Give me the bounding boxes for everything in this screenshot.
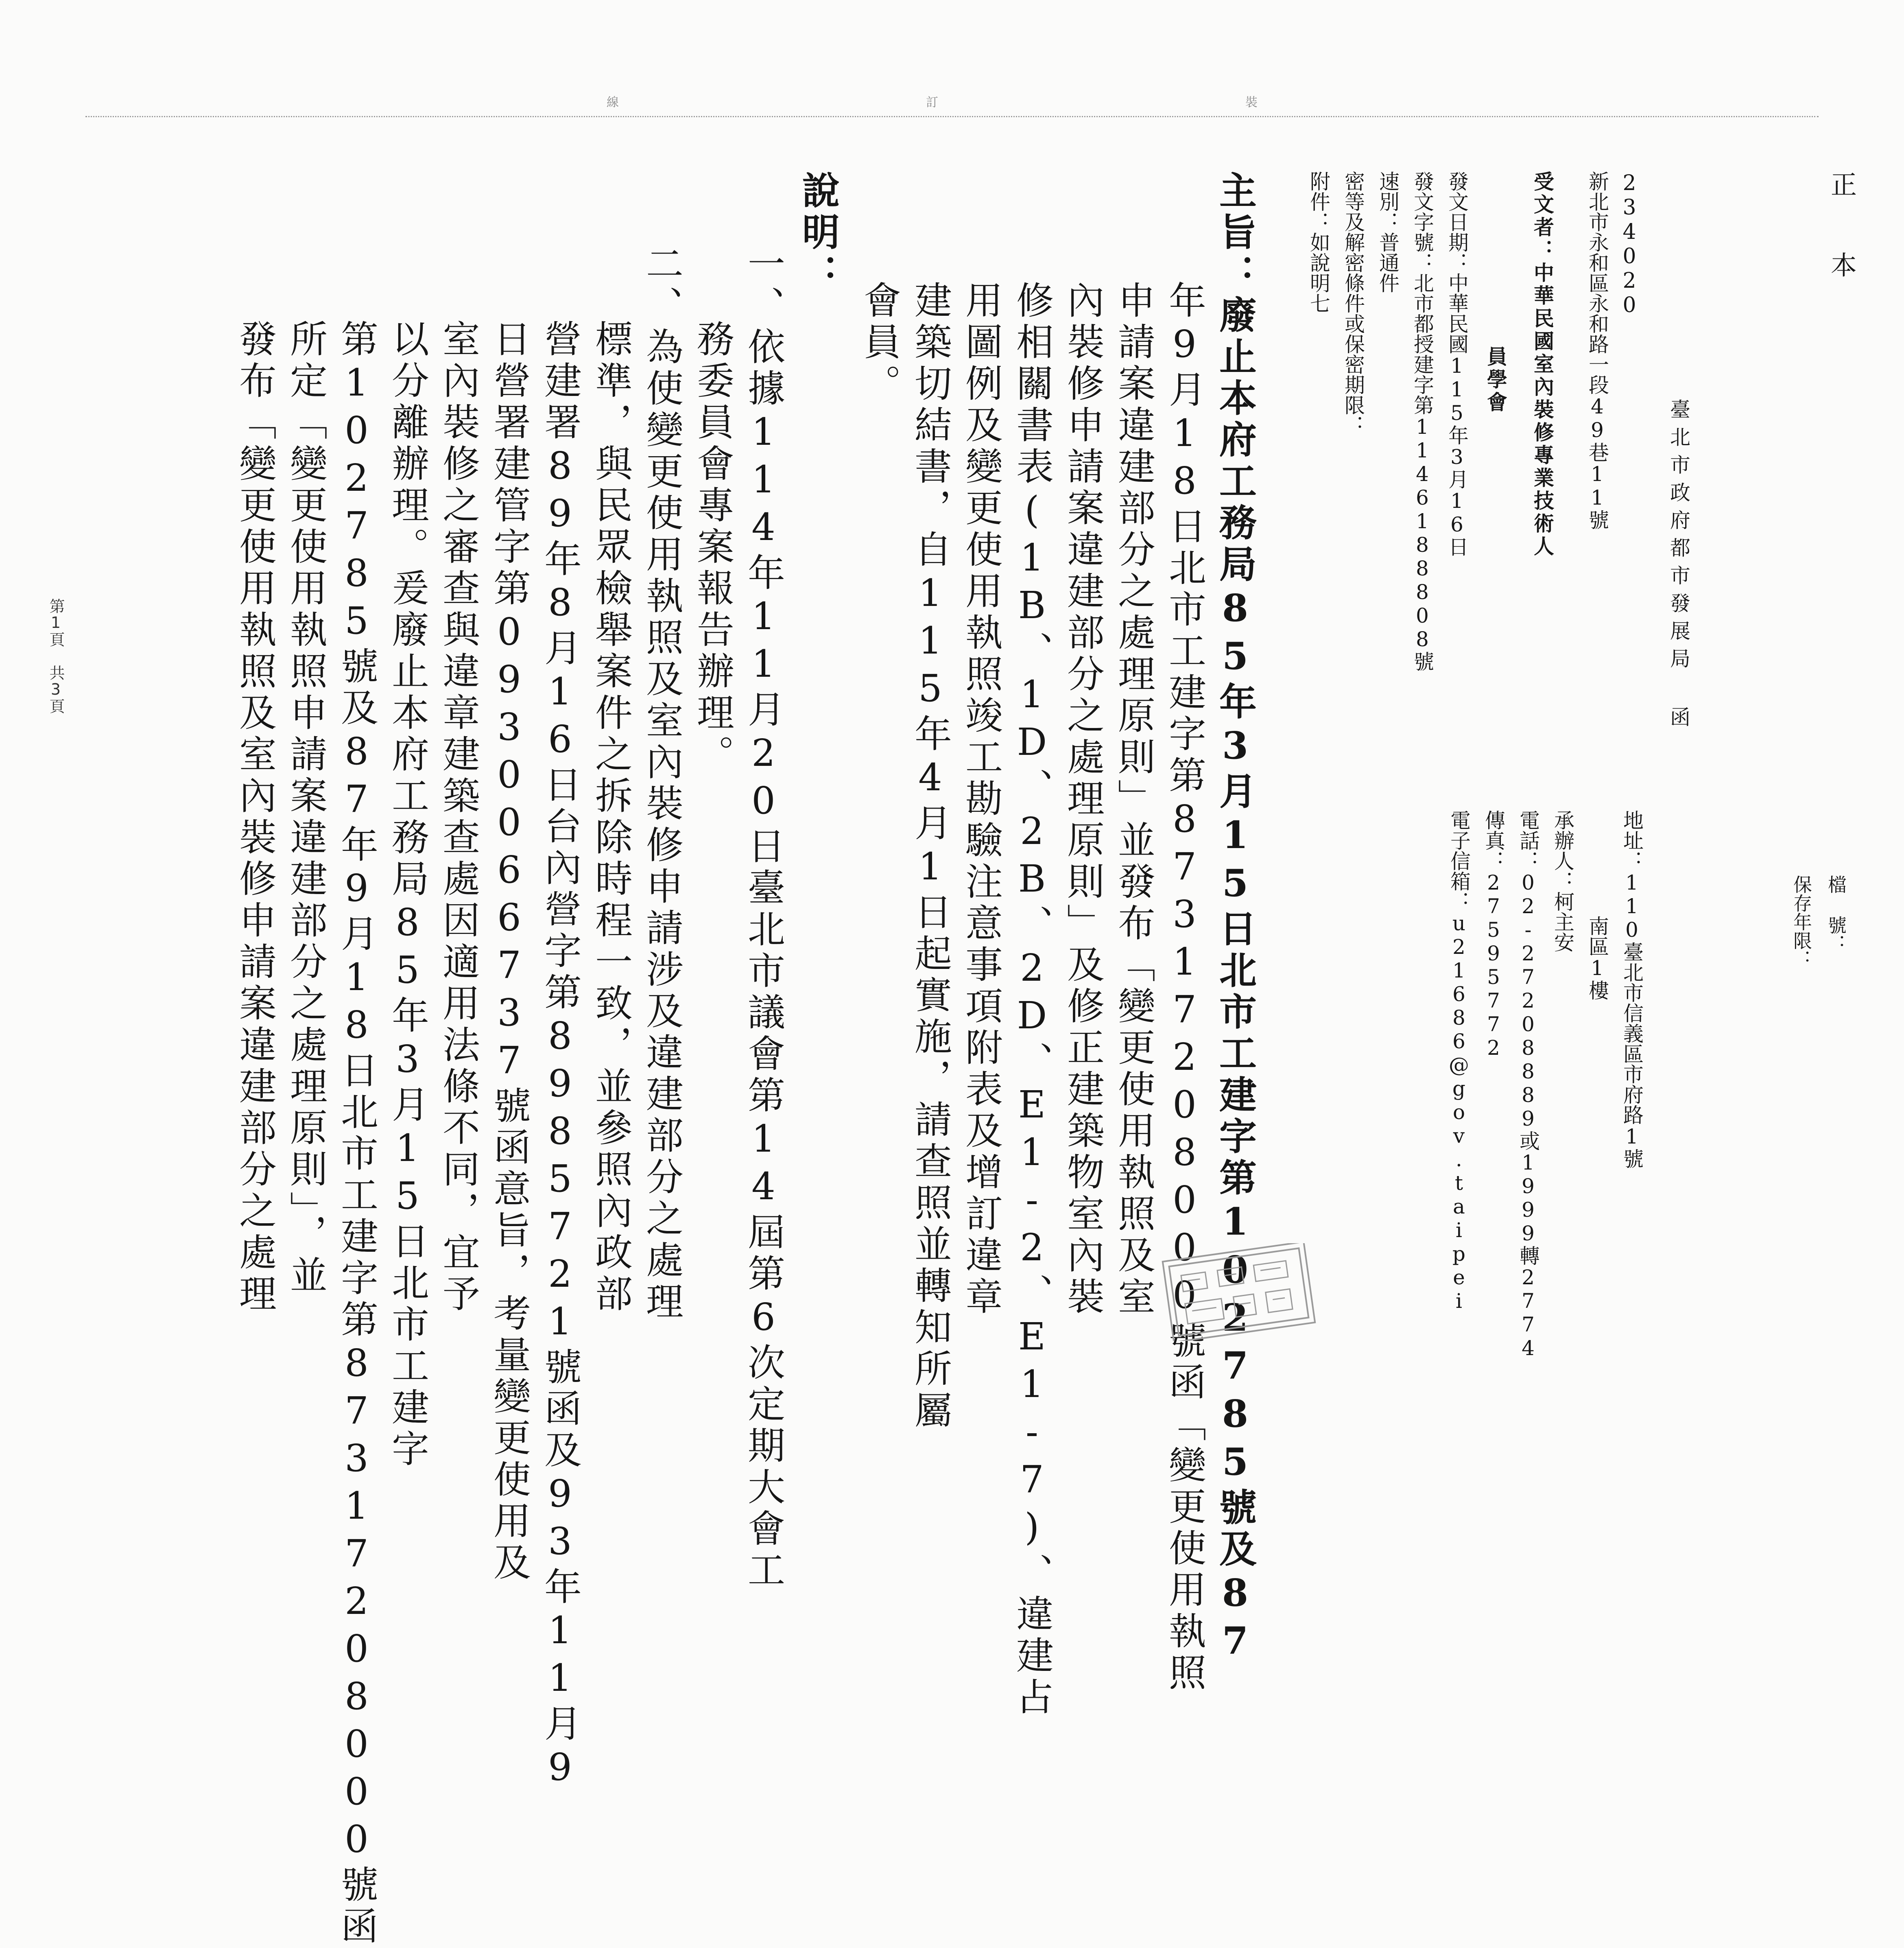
subject-line: 申請案違建部分之處理原則」並發布「變更使用執照及室: [1112, 281, 1155, 1318]
fold-mark-zhuang: 裝: [1243, 96, 1257, 108]
explanation-line: 以分離辦理。爰廢止本府工務局85年3月15日北市工建字: [386, 319, 429, 1471]
page-number-footer: 第1頁 共3頁: [47, 598, 65, 714]
agency-address-cont: 南區1樓: [1585, 916, 1609, 1000]
seal-stamp-icon: [1155, 1243, 1322, 1341]
subject-line: 建築切結書，自115年4月1日起實施，請查照並轉知所屬: [908, 281, 952, 1432]
explanation-line: 二、為使變更使用執照及室內裝修申請涉及違建部分之處理: [640, 244, 683, 1323]
subject-line: 內裝修申請案違建部分之處理原則」及修正建築物室內裝: [1061, 281, 1105, 1318]
issue-date: 發文日期：中華民國115年3月16日: [1445, 171, 1469, 557]
recipient-line-1: 受文者：中華民國室內裝修專業技術人: [1531, 171, 1555, 558]
binding-fold-line: [85, 116, 1819, 117]
agency-address: 地址：110臺北市信義區市府路1號: [1620, 810, 1644, 1169]
subject-line: 修相關書表(1B、1D、2B、2D、E1-2、E1-7)、違建占: [1010, 281, 1054, 1719]
subject-line: 主旨：廢止本府工務局85年3月15日北市工建字第102785號及87: [1213, 171, 1257, 1667]
fax-number: 傳真：27595772: [1482, 810, 1505, 1060]
fold-mark-ding: 訂: [924, 96, 938, 108]
retention-period-label: 保存年限：: [1790, 875, 1812, 969]
phone-number: 電話：02-27208889或1999轉2774: [1516, 810, 1540, 1360]
explanation-line: 營建署89年8月16日台內營字第8985721號函及93年11月9: [538, 319, 582, 1793]
subject-line: 年9月18日北市工建字第87317208000號函「變更使用執照: [1163, 281, 1206, 1694]
subject-line: 用圖例及變更使用執照竣工勘驗注意事項附表及增訂違章: [959, 281, 1003, 1318]
explanation-line: 第102785號及87年9月18日北市工建字第87317208000號函: [335, 319, 378, 1948]
copy-type-label: 正 本: [1826, 171, 1856, 290]
fold-mark-xian: 線: [604, 96, 618, 108]
explanation-heading: 說明：: [796, 171, 840, 295]
explanation-line: 發布「變更使用執照及室內裝修申請案違建部分之處理: [233, 319, 277, 1316]
official-seal-stamp: [1155, 1243, 1322, 1341]
issue-number: 發文字號：北市都授建字第1146188808號: [1411, 171, 1434, 671]
explanation-line: 日營署建管字第0930066737號函意旨，考量變更使用及: [487, 319, 531, 1584]
explanation-line: 務委員會專案報告辦理。: [691, 319, 734, 776]
delivery-type: 速別：普通件: [1376, 171, 1400, 293]
subject-line: 會員。: [858, 281, 901, 405]
recipient-address: 新北市永和區永和路一段49巷11號: [1585, 171, 1609, 530]
explanation-line: 標準，與民眾檢舉案件之拆除時程一致，並參照內政部: [589, 319, 633, 1316]
recipient-postal-code: 234020: [1617, 171, 1642, 317]
email-address: 電子信箱：u21686@gov.taipei: [1447, 810, 1471, 1313]
explanation-line: 室內裝修之審查與違章建築查處因適用法條不同，宜予: [437, 319, 480, 1316]
classification: 密等及解密條件或保密期限：: [1341, 171, 1365, 435]
explanation-line: 一、依據114年11月20日臺北市議會第14屆第6次定期大會工: [742, 244, 785, 1592]
file-number-label: 檔 號：: [1825, 875, 1847, 953]
contact-person: 承辦人：柯主安: [1551, 810, 1574, 952]
document-title: 臺北市政府都市發展局 函: [1667, 399, 1690, 734]
explanation-line: 所定「變更使用執照申請案違建部分之處理原則」，並: [284, 319, 328, 1297]
recipient-line-2: 員學會: [1484, 346, 1508, 414]
attachments: 附件：如說明七: [1307, 171, 1330, 313]
